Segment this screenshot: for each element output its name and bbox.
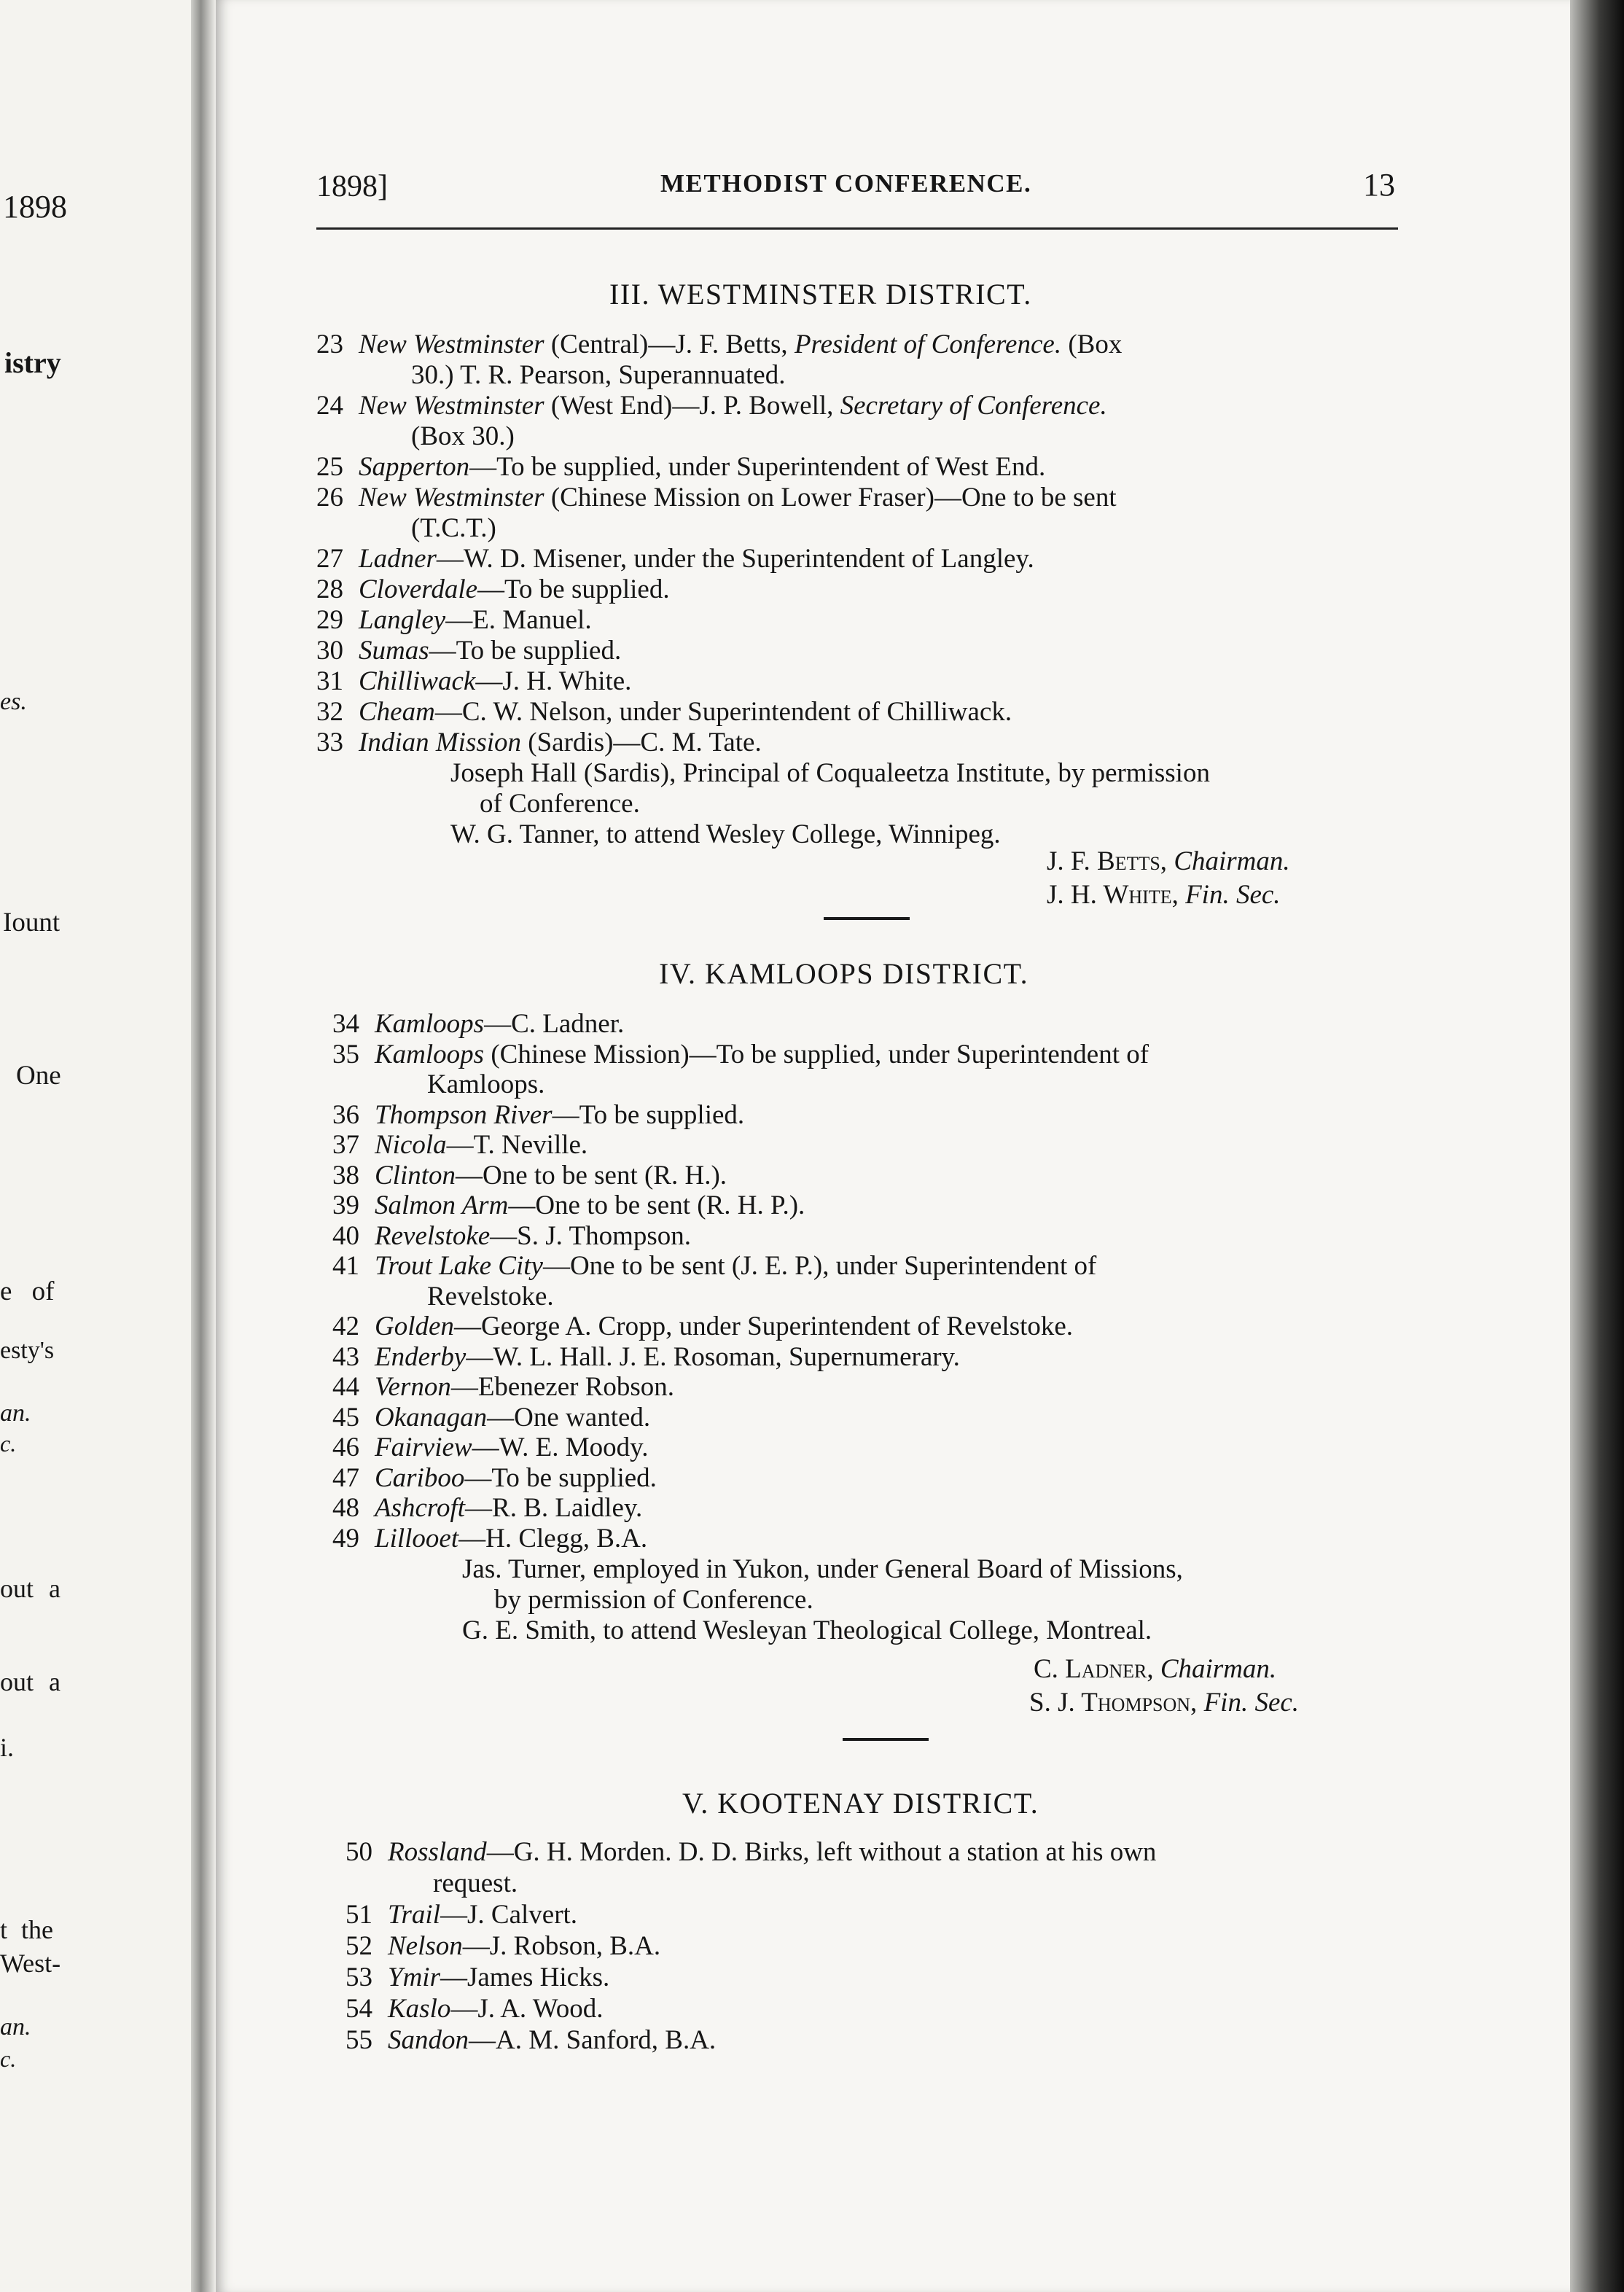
left-fragment: i. <box>0 1733 15 1762</box>
station-text: —One to be sent (R. H.). <box>456 1160 727 1190</box>
station-place: Cariboo <box>375 1462 465 1493</box>
station-number: 53 <box>346 1962 372 1992</box>
station-line <box>332 1009 624 1040</box>
station-line <box>346 1931 660 1962</box>
left-fragment: esty's <box>0 1337 55 1364</box>
station-line <box>332 1524 647 1554</box>
station-line <box>316 483 1117 513</box>
station-line <box>332 1251 1096 1282</box>
district-note: W. G. Tanner, to attend Wesley College, Winnipeg. <box>450 819 1001 849</box>
station-line <box>316 605 592 636</box>
station-place: Clinton <box>375 1160 456 1190</box>
station-text: —One to be sent (J. E. P.), under Superintendent of <box>542 1251 1097 1281</box>
kamloops-fin-sec: S. J. Thompson, Fin. Sec. <box>1029 1688 1300 1718</box>
station-line <box>316 697 1012 728</box>
station-text: —One to be sent (R. H. P.). <box>508 1190 805 1220</box>
station-place: Nelson <box>388 1931 463 1961</box>
left-fragment: 1898 <box>3 189 67 225</box>
station-line <box>332 1311 1073 1342</box>
district-note: Joseph Hall (Sardis), Principal of Coqualeetza Institute, by permission <box>450 758 1210 788</box>
station-text: —One wanted. <box>487 1402 651 1432</box>
station-text: —C. W. Nelson, under Superintendent of Chilliwack. <box>434 697 1012 727</box>
station-number: 30 <box>316 636 343 666</box>
station-line <box>316 452 1045 483</box>
station-number: 23 <box>316 330 343 359</box>
left-fragment: istry <box>4 346 61 379</box>
kamloops-chairman: C. Ladner, Chairman. <box>1034 1654 1277 1684</box>
running-head-title: METHODIST CONFERENCE. <box>660 169 1032 198</box>
station-line <box>332 1130 587 1161</box>
station-place: Ymir <box>388 1962 440 1992</box>
station-place: Fairview <box>375 1432 472 1462</box>
station-line <box>316 330 1122 360</box>
station-number: 38 <box>332 1160 359 1190</box>
station-line <box>346 1994 603 2024</box>
station-text: —J. Calvert. <box>440 1900 578 1930</box>
station-line <box>332 1463 657 1494</box>
left-fragment-faded <box>6 262 12 287</box>
station-number: 42 <box>332 1311 359 1341</box>
district-note: of Conference. <box>480 789 640 819</box>
station-text: —George A. Cropp, under Superintendent of Revelstoke. <box>453 1311 1074 1341</box>
station-text-tail: (Box <box>1061 330 1123 359</box>
station-line <box>332 1432 648 1463</box>
station-place: Salmon Arm <box>375 1190 509 1220</box>
left-fragment: out a <box>0 1667 60 1696</box>
station-number: 29 <box>316 605 343 635</box>
station-text: —S. J. Thompson. <box>490 1220 692 1251</box>
station-place: Cloverdale <box>359 574 478 604</box>
station-number: 25 <box>316 452 343 482</box>
running-head-year: 1898] <box>316 170 388 203</box>
station-number: 50 <box>346 1837 372 1867</box>
book-gutter <box>191 0 216 2292</box>
station-number: 37 <box>332 1130 359 1160</box>
station-text: —To be supplied. <box>552 1099 745 1130</box>
left-fragment: c. <box>0 2046 17 2072</box>
station-number: 40 <box>332 1220 359 1251</box>
left-fragment: e of <box>0 1276 55 1306</box>
station-line <box>411 421 515 452</box>
station-place: Chilliwack <box>359 666 476 696</box>
section-divider <box>824 917 910 920</box>
station-text: (West End)—J. P. Bowell, <box>544 391 840 421</box>
office-title: Secretary of Conference. <box>840 391 1107 421</box>
station-text: —Ebenezer Robson. <box>450 1372 675 1402</box>
station-place: Revelstoke <box>375 1220 491 1251</box>
station-place: Sapperton <box>359 452 470 482</box>
station-text: —C. Ladner. <box>484 1009 625 1039</box>
station-number: 51 <box>346 1900 372 1930</box>
district-heading-kootenay: V. KOOTENAY DISTRICT. <box>682 1787 1039 1820</box>
station-line <box>411 360 785 391</box>
left-fragment: out a <box>0 1574 60 1603</box>
station-line <box>332 1403 650 1433</box>
station-line <box>346 2025 716 2056</box>
station-number: 45 <box>332 1402 359 1432</box>
station-text: —J. H. White. <box>475 666 632 696</box>
station-text: —W. E. Moody. <box>472 1432 649 1462</box>
station-text: —R. B. Laidley. <box>465 1493 643 1523</box>
station-number: 41 <box>332 1251 359 1281</box>
station-text: —A. M. Sanford, B.A. <box>469 2025 717 2055</box>
station-place: Kamloops <box>375 1009 485 1039</box>
station-place: Kaslo <box>388 1994 451 2024</box>
station-place: New Westminster <box>359 330 544 359</box>
station-number: 44 <box>332 1372 359 1402</box>
station-place: Cheam <box>359 697 435 727</box>
station-text: —To be supplied. <box>464 1462 657 1493</box>
left-fragment: t the <box>0 1915 53 1944</box>
left-page-margin <box>0 0 191 2292</box>
station-line <box>332 1190 805 1221</box>
station-number: 24 <box>316 391 343 421</box>
station-text: (Box 30.) <box>411 421 515 451</box>
station-number: 35 <box>332 1039 359 1069</box>
station-text: (Chinese Mission)—To be supplied, under Superintendent of <box>484 1039 1149 1069</box>
left-fragment: West- <box>0 1949 61 1978</box>
station-line <box>316 544 1034 574</box>
station-text: —J. A. Wood. <box>450 1994 604 2024</box>
station-place: Ladner <box>359 544 437 574</box>
station-place: Okanagan <box>375 1402 488 1432</box>
station-text: —J. Robson, B.A. <box>462 1931 661 1961</box>
station-text: Revelstoke. <box>427 1281 554 1311</box>
left-fragment: an. <box>0 2014 31 2040</box>
station-place: New Westminster <box>359 391 544 421</box>
station-place: Rossland <box>388 1837 487 1867</box>
station-number: 52 <box>346 1931 372 1961</box>
station-place: Sandon <box>388 2025 469 2055</box>
station-text: (Sardis)—C. M. Tate. <box>521 728 762 757</box>
station-text: —H. Clegg, B.A. <box>458 1523 648 1554</box>
station-line <box>332 1372 674 1403</box>
station-line <box>316 728 762 758</box>
station-place: Nicola <box>375 1130 447 1160</box>
station-place: Vernon <box>375 1372 451 1402</box>
station-number: 39 <box>332 1190 359 1220</box>
station-text: —James Hicks. <box>440 1962 610 1992</box>
station-line <box>332 1040 1149 1070</box>
header-rule <box>316 227 1398 230</box>
station-place: Lillooet <box>375 1523 459 1554</box>
station-number: 54 <box>346 1994 372 2024</box>
station-number: 32 <box>316 697 343 727</box>
station-text: (T.C.T.) <box>411 513 496 543</box>
station-text: —E. Manuel. <box>445 605 592 635</box>
station-text: (Chinese Mission on Lower Fraser)—One to be sent <box>544 483 1117 512</box>
station-place: Golden <box>375 1311 454 1341</box>
station-place: Kamloops <box>375 1039 485 1069</box>
station-text: —To be supplied, under Superintendent of West End. <box>469 452 1046 482</box>
station-text: —W. L. Hall. J. E. Rosoman, Supernumerary. <box>466 1341 960 1372</box>
station-place: Sumas <box>359 636 429 666</box>
westminster-chairman: J. F. Betts, Chairman. <box>1047 846 1290 876</box>
station-line <box>346 1962 609 1993</box>
station-number: 49 <box>332 1523 359 1554</box>
station-line <box>316 391 1107 421</box>
page-edge <box>1570 0 1624 2292</box>
office-title: President of Conference. <box>794 330 1062 359</box>
station-number: 55 <box>346 2025 372 2055</box>
section-divider <box>843 1738 929 1741</box>
station-text: request. <box>433 1868 518 1898</box>
station-number: 46 <box>332 1432 359 1462</box>
station-line <box>316 574 670 605</box>
district-note: G. E. Smith, to attend Wesleyan Theological College, Montreal. <box>462 1615 1152 1645</box>
station-number: 33 <box>316 728 343 757</box>
left-fragment: c. <box>0 1430 17 1457</box>
station-place: Indian Mission <box>359 728 522 757</box>
station-text: 30.) T. R. Pearson, Superannuated. <box>411 360 786 390</box>
station-place: New Westminster <box>359 483 544 512</box>
station-number: 36 <box>332 1099 359 1130</box>
left-fragment: One <box>16 1061 61 1091</box>
station-number: 28 <box>316 574 343 604</box>
station-line <box>316 666 631 697</box>
station-line <box>316 636 621 666</box>
station-text: —To be supplied. <box>429 636 622 666</box>
station-line <box>427 1282 554 1312</box>
page-number: 13 <box>1363 167 1395 203</box>
left-fragment: es. <box>0 688 27 715</box>
district-heading-westminster: III. WESTMINSTER DISTRICT. <box>609 278 1032 311</box>
westminster-fin-sec: J. H. White, Fin. Sec. <box>1047 880 1281 910</box>
left-fragment: an. <box>0 1400 31 1427</box>
left-fragment: Iount <box>3 908 60 938</box>
station-text: —T. Neville. <box>446 1130 588 1160</box>
station-line <box>346 1837 1156 1868</box>
station-line <box>332 1221 691 1252</box>
station-text: Kamloops. <box>427 1069 545 1099</box>
station-line <box>411 513 496 544</box>
station-place: Ashcroft <box>375 1493 466 1523</box>
station-number: 47 <box>332 1462 359 1493</box>
district-note: Jas. Turner, employed in Yukon, under General Board of Missions, <box>462 1554 1183 1584</box>
station-text: (Central)—J. F. Betts, <box>544 330 795 359</box>
station-number: 26 <box>316 483 343 512</box>
station-line <box>433 1868 518 1899</box>
station-place: Thompson River <box>375 1099 553 1130</box>
station-line <box>346 1900 577 1930</box>
station-text: —W. D. Misener, under the Superintendent of Langley. <box>436 544 1034 574</box>
station-place: Enderby <box>375 1341 466 1372</box>
station-text: —G. H. Morden. D. D. Birks, left without a station at his own <box>486 1837 1157 1867</box>
station-line <box>332 1342 960 1373</box>
station-place: Trout Lake City <box>375 1251 543 1281</box>
station-place: Trail <box>388 1900 440 1930</box>
station-line <box>332 1100 744 1131</box>
station-number: 27 <box>316 544 343 574</box>
station-text: —To be supplied. <box>477 574 670 604</box>
station-line <box>332 1161 727 1191</box>
station-number: 48 <box>332 1493 359 1523</box>
station-line <box>332 1493 642 1524</box>
station-line <box>427 1069 544 1100</box>
station-number: 34 <box>332 1009 359 1039</box>
district-heading-kamloops: IV. KAMLOOPS DISTRICT. <box>659 957 1029 990</box>
station-number: 43 <box>332 1341 359 1372</box>
station-place: Langley <box>359 605 446 635</box>
station-number: 31 <box>316 666 343 696</box>
district-note: by permission of Conference. <box>494 1585 813 1615</box>
